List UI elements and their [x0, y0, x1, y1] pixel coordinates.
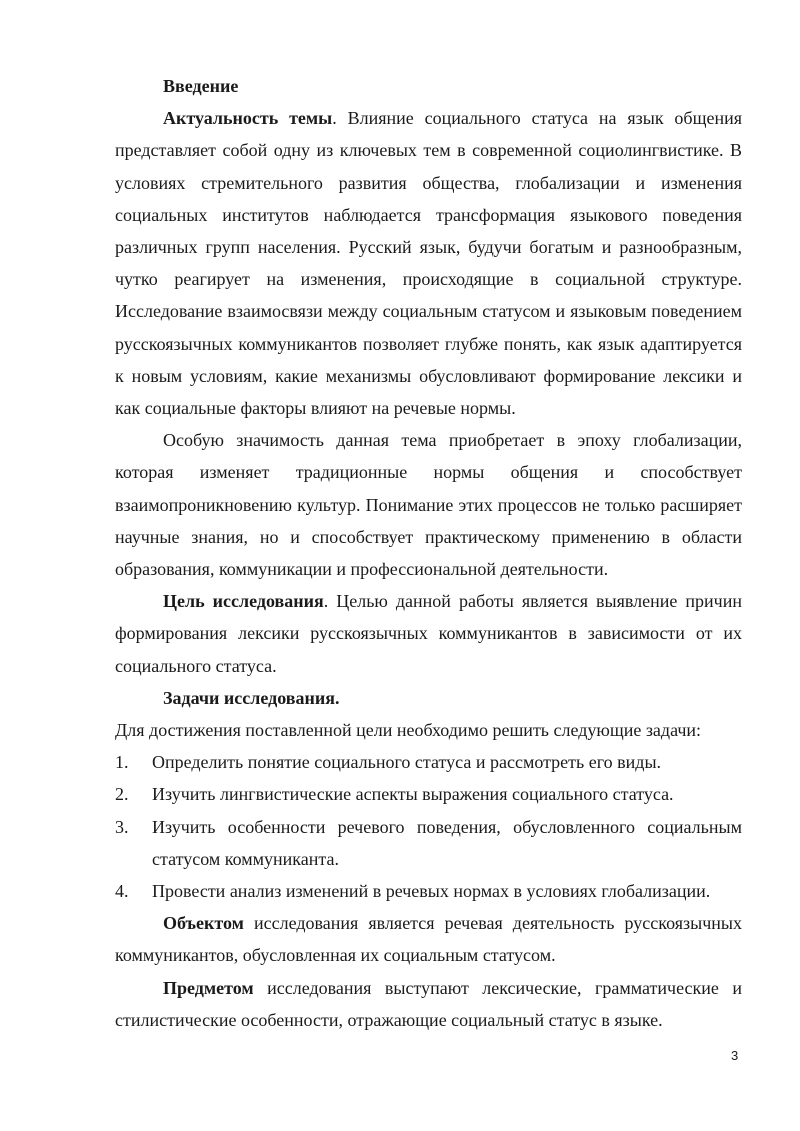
- subject-paragraph: [115, 972, 742, 1036]
- list-item: [115, 746, 742, 778]
- goal-label: Цель исследования: [163, 591, 324, 612]
- page-number: 3: [731, 1048, 739, 1063]
- list-item-number: 1.: [115, 752, 129, 773]
- subject-text: исследования выступают лексические, грамматические и стилистические особенности, отражающие социальный статус в языке.: [115, 977, 742, 1030]
- goal-text: . Целью данной работы является выявление причин формирования лексики русскоязычных коммуникантов в зависимости от их социального статуса.: [115, 591, 742, 676]
- object-label: Объектом: [163, 913, 244, 934]
- list-item: [115, 811, 742, 875]
- object-text: исследования является речевая деятельность русскоязычных коммуникантов, обусловленная их социальным статусом.: [115, 913, 742, 966]
- section-heading: Введение: [163, 76, 239, 96]
- tasks-intro: Для достижения поставленной цели необходимо решить следующие задачи:: [115, 720, 702, 741]
- tasks-heading: Задачи исследования.: [163, 687, 340, 708]
- list-item: [115, 778, 742, 810]
- list-item-number: 3.: [115, 816, 129, 837]
- relevance-paragraph: [115, 102, 742, 424]
- relevance-text: . Влияние социального статуса на язык общения представляет собой одну из ключевых тем в современной социолингвистике. В условиях стремительного развития общества, глобализации и изменения социальных институтов наблюдается трансформация языкового поведения различных групп населения. Русский язык, будучи богатым и разнообразным, чутко реагирует на изменения, происходящие в социальной структуре. Исследование взаимосвязи между социальным статусом и языковым поведением русскоязычных коммуникантов позволяет глубже понять, как язык адаптируется к новым условиям, какие механизмы обусловливают формирование лексики и как социальные факторы влияют на речевые нормы.: [115, 108, 742, 419]
- list-item-text: Провести анализ изменений в речевых нормах в условиях глобализации.: [152, 881, 711, 902]
- list-item-text: Определить понятие социального статуса и рассмотреть его виды.: [152, 752, 662, 773]
- tasks-list: [115, 746, 742, 907]
- page-content: [115, 70, 742, 1036]
- significance-paragraph: Особую значимость данная тема приобретает в эпоху глобализации, которая изменяет традиционные нормы общения и способствует взаимопроникновению культур. Понимание этих процессов не только расширяет научные знания, но и способствует практическому применению в области образования, коммуникации и профессиональной деятельности.: [115, 430, 742, 580]
- list-item-text: Изучить особенности речевого поведения, обусловленного социальным статусом коммуниканта.: [152, 816, 742, 869]
- list-item-text: Изучить лингвистические аспекты выражения социального статуса.: [152, 784, 674, 805]
- list-item-number: 4.: [115, 881, 129, 902]
- list-item: [115, 875, 742, 907]
- list-item-number: 2.: [115, 784, 129, 805]
- subject-label: Предметом: [163, 977, 254, 998]
- object-paragraph: [115, 907, 742, 971]
- relevance-label: Актуальность темы: [163, 108, 333, 129]
- goal-paragraph: [115, 585, 742, 682]
